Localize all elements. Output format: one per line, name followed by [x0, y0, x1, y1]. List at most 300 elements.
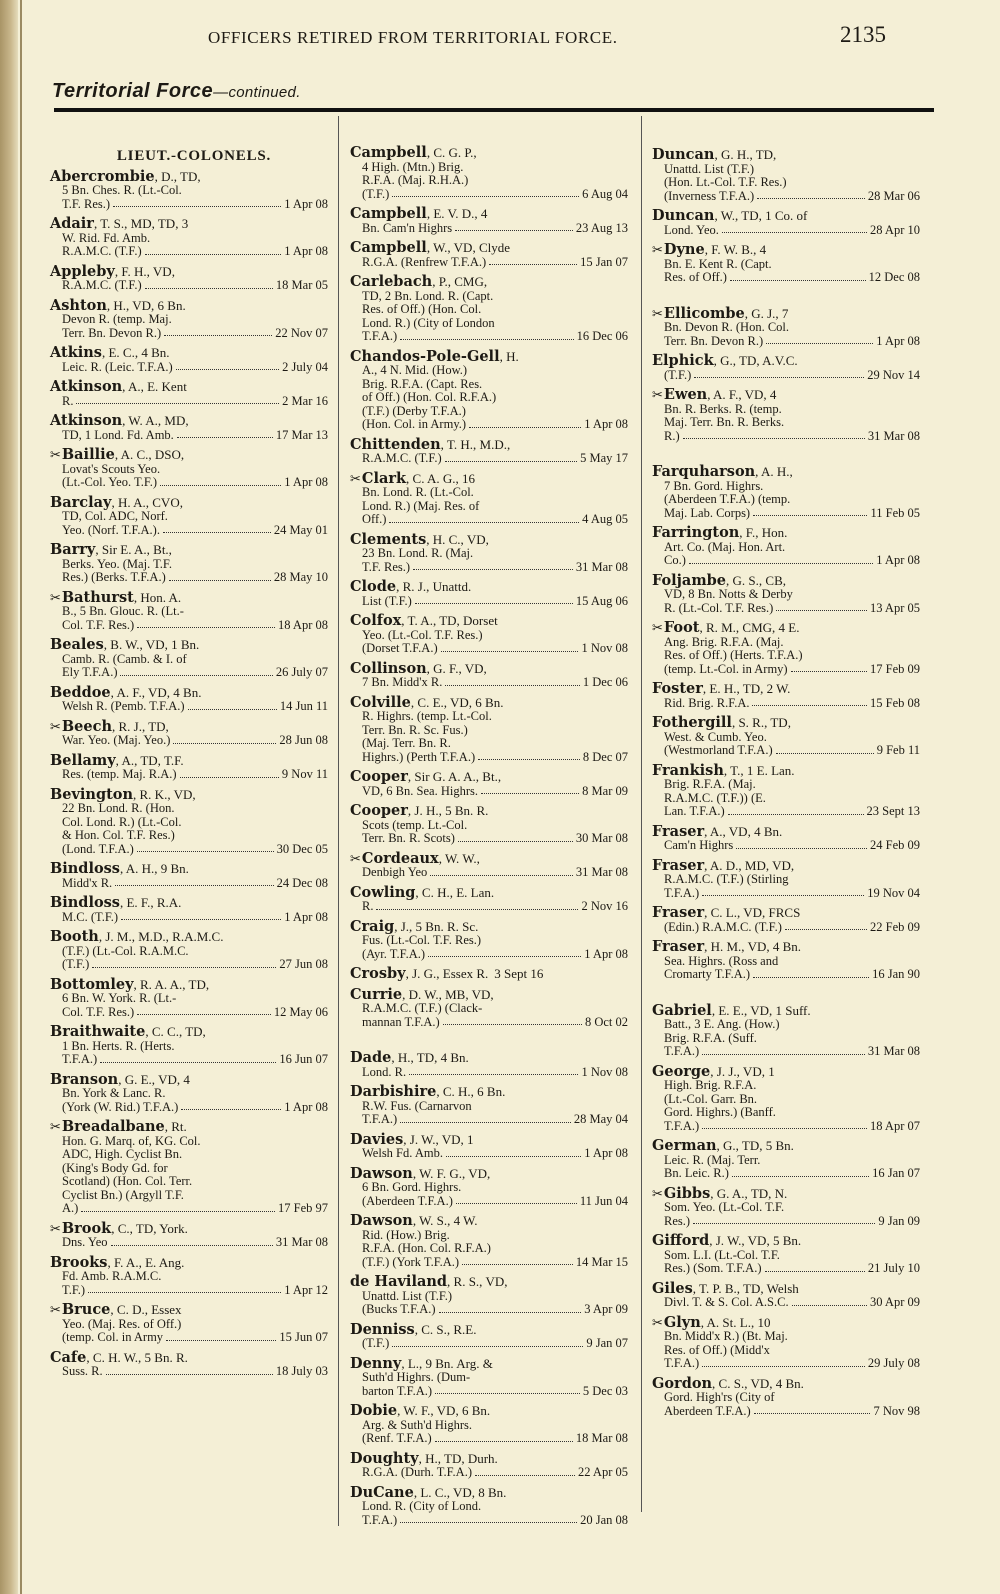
officer-entry — [652, 571, 920, 616]
officer-entry — [50, 751, 328, 782]
officer-surname: Giles — [652, 1279, 693, 1297]
entry-heading-line — [350, 659, 628, 677]
retirement-date: 1 Apr 12 — [284, 1282, 328, 1297]
entry-heading-line — [652, 1234, 920, 1249]
entry-date-line — [350, 222, 628, 236]
entry-last-detail: Welsh R. (Pemb. T.F.A.) — [62, 699, 185, 713]
leader-dots — [702, 1357, 865, 1367]
entry-last-detail: Suss. R. — [62, 1364, 103, 1378]
entry-detail-line: Art. Co. (Maj. Hon. Art. — [664, 539, 786, 554]
leader-dots — [478, 751, 580, 761]
leader-dots — [173, 734, 276, 744]
entry-date-line — [50, 843, 328, 857]
entry-heading-line — [50, 1025, 328, 1040]
entry-last-detail: (Westmorland T.F.A.) — [664, 743, 773, 757]
scissors-icon: ✂ — [50, 448, 61, 463]
entry-heading-line — [652, 761, 920, 779]
retirement-date: 30 Apr 09 — [870, 1295, 920, 1309]
entry-last-detail: Lan. T.F.A.) — [664, 804, 725, 818]
officer-entry — [350, 659, 628, 690]
entry-last-detail: T.F.A.) — [362, 329, 398, 343]
officer-initials-decorations: , C. E., VD, 6 Bn. — [410, 694, 504, 710]
leader-dots — [120, 666, 272, 676]
officer-surname: Bottomley — [50, 975, 134, 993]
entry-last-detail: Bn. Leic. R.) — [664, 1166, 729, 1180]
heading-rule — [54, 108, 934, 112]
entry-last-detail: Res. (temp. Maj. R.A.) — [62, 767, 177, 781]
leader-dots — [702, 1045, 865, 1055]
entry-heading-line — [652, 940, 920, 955]
officer-initials-decorations: , C. H. W., 5 Bn. R. — [86, 1349, 188, 1365]
entry-date-line — [50, 1236, 328, 1250]
leader-dots — [389, 513, 579, 523]
leader-dots — [752, 697, 867, 707]
entry-date-line — [350, 256, 628, 270]
entry-heading-line — [652, 682, 920, 697]
officer-initials-decorations: , C. H., 6 Bn. — [436, 1084, 506, 1099]
leader-dots — [81, 1202, 275, 1212]
officer-entry — [350, 1051, 628, 1079]
entry-last-detail: Rid. Brig. R.F.A. — [664, 695, 750, 710]
retirement-date: 9 Nov 11 — [281, 767, 328, 781]
entry-date-line — [50, 1284, 328, 1298]
entry-date-line — [350, 642, 628, 656]
entry-date-line — [350, 751, 628, 765]
officer-surname: Campbell — [350, 205, 427, 222]
entry-last-detail: Off.) — [362, 512, 387, 526]
entry-heading-line — [50, 1219, 328, 1237]
entry-date-line — [350, 900, 628, 914]
entry-heading-line — [652, 856, 920, 874]
leader-dots — [413, 561, 573, 571]
entry-last-detail: T.F.A.) — [62, 1052, 98, 1066]
entry-heading-line — [350, 1214, 628, 1229]
officer-surname: Denny — [350, 1354, 402, 1372]
leader-dots — [753, 507, 867, 517]
entry-last-detail: R.A.M.C. (T.F.) — [62, 278, 142, 292]
entry-date-line — [50, 571, 328, 585]
officer-entry — [50, 1348, 328, 1379]
leader-dots — [728, 805, 864, 815]
leader-dots — [776, 602, 867, 612]
entry-last-detail: barton T.F.A.) — [362, 1383, 433, 1398]
entry-detail-line: Bn. Midd'x R.) (Bt. Maj. — [664, 1329, 788, 1343]
officer-entry — [50, 930, 328, 972]
officer-entry — [350, 580, 628, 608]
officer-entry — [350, 1354, 628, 1399]
officer-initials-decorations: , F., Hon. — [739, 525, 788, 540]
column-heading-lieut-colonels: LIEUT.-COLONELS. — [116, 148, 272, 164]
retirement-date: 31 Mar 08 — [575, 559, 628, 574]
entry-heading-line — [652, 1001, 920, 1019]
officer-surname: Foster — [652, 680, 703, 697]
leader-dots — [400, 330, 573, 340]
entry-heading-line — [350, 1130, 628, 1148]
entry-last-detail: Midd'x R. — [62, 875, 113, 890]
officer-surname: Booth — [50, 928, 99, 945]
scissors-icon: ✂ — [50, 1221, 61, 1237]
retirement-date: 8 Dec 07 — [582, 749, 628, 764]
leader-dots — [445, 452, 577, 462]
leader-dots — [455, 222, 573, 232]
retirement-date: 14 Mar 15 — [575, 1254, 628, 1269]
scissors-icon: ✂ — [652, 1186, 663, 1202]
entry-heading-line — [652, 465, 920, 480]
entry-heading-line — [652, 716, 920, 731]
entry-date-line — [350, 676, 628, 690]
officer-surname: Braithwaite — [50, 1023, 146, 1040]
retirement-date: 12 May 06 — [273, 1004, 328, 1019]
leader-dots — [757, 190, 865, 200]
officer-initials-decorations: , C. L., VD, FRCS — [704, 905, 801, 920]
leader-dots — [443, 1016, 582, 1026]
leader-dots — [92, 958, 276, 968]
entry-last-detail: (T.F.) (York T.F.A.) — [362, 1254, 460, 1269]
officer-surname: Branson — [50, 1070, 119, 1088]
entry-last-detail: T.F. Res.) — [62, 196, 111, 211]
retirement-date: 31 Mar 08 — [575, 865, 628, 879]
officer-surname: Baillie — [61, 446, 115, 463]
retirement-date: 1 Nov 08 — [581, 641, 628, 655]
retirement-date: 1 Dec 06 — [582, 675, 628, 689]
leader-dots — [428, 948, 581, 958]
leader-dots — [376, 900, 578, 910]
officer-initials-decorations: , L., 9 Bn. Arg. & — [401, 1355, 493, 1371]
entry-last-detail: (T.F.) — [362, 186, 390, 201]
retirement-date: 22 Nov 07 — [275, 325, 328, 340]
officer-surname: Campbell — [350, 144, 427, 161]
entry-heading-line — [652, 1313, 920, 1331]
entry-heading-line — [652, 1062, 920, 1080]
entry-date-line — [50, 476, 328, 490]
leader-dots — [456, 1195, 577, 1205]
officer-initials-decorations: , W., VD, Clyde — [426, 240, 510, 255]
entry-detail-line: West. & Cumb. Yeo. — [664, 729, 767, 744]
column-right — [652, 148, 920, 1424]
officer-surname: Duncan — [652, 146, 715, 163]
retirement-date: 15 Jan 07 — [580, 254, 628, 269]
officer-entry — [652, 388, 920, 443]
officer-initials-decorations: , H. — [499, 348, 519, 364]
entry-last-detail: List (T.F.) — [362, 593, 412, 608]
entry-date-line — [652, 430, 920, 444]
officer-entry — [50, 217, 328, 259]
entry-heading-line — [652, 822, 920, 840]
entry-heading-line — [50, 751, 328, 769]
officer-initials-decorations: , A., E. Kent — [122, 379, 187, 394]
entry-detail-line: of Off.) (Hon. Col. R.F.A.) — [362, 390, 497, 404]
retirement-date: 18 Mar 05 — [275, 278, 328, 292]
scissors-icon: ✂ — [652, 388, 663, 403]
entry-heading-line — [50, 683, 328, 701]
entry-date-line — [350, 785, 628, 799]
entry-date-line — [652, 1296, 920, 1310]
retirement-date: 1 Apr 08 — [876, 333, 920, 348]
entry-detail-line: R.A.M.C. (T.F.) (Stirling — [664, 872, 789, 886]
entry-last-detail: T.F.A.) — [664, 1356, 700, 1370]
entry-detail-line: B., 5 Bn. Glouc. R. (Lt.- — [62, 604, 184, 618]
entry-detail-line: Batt., 3 E. Ang. (How.) — [664, 1017, 780, 1031]
scissors-icon: ✂ — [652, 621, 663, 636]
leader-dots — [693, 1215, 875, 1225]
entry-last-detail: Aberdeen T.F.A.) — [664, 1403, 751, 1418]
section-title-suffix: —continued. — [213, 84, 301, 101]
entry-date-line — [50, 1331, 328, 1345]
entry-heading-line — [652, 1374, 920, 1392]
entry-date-line — [652, 335, 920, 349]
officer-surname: Darbishire — [350, 1083, 437, 1100]
entry-date-line — [350, 513, 628, 527]
entry-last-detail: (T.F.) — [62, 957, 90, 971]
retirement-date: 2 July 04 — [282, 359, 328, 374]
officer-surname: Atkins — [50, 344, 102, 361]
entry-heading-line — [652, 906, 920, 921]
leader-dots — [145, 245, 282, 255]
entry-last-detail: mannan T.F.A.) — [362, 1014, 440, 1029]
entry-date-line — [350, 1016, 628, 1030]
entry-last-detail: (T.F.) — [362, 1336, 390, 1350]
scissors-icon: ✂ — [652, 306, 663, 322]
leader-dots — [435, 1385, 580, 1395]
entry-heading-line — [350, 693, 628, 711]
officer-entry — [652, 1184, 920, 1229]
entry-detail-line: Bn. York & Lanc. R. — [62, 1086, 166, 1100]
entry-last-detail: R. (Lt.-Col. T.F. Res.) — [664, 600, 774, 615]
officer-surname: Beech — [61, 717, 112, 735]
entry-heading-line — [50, 262, 328, 280]
leader-dots — [754, 1405, 871, 1415]
entry-last-detail: M.C. (T.F.) — [62, 909, 119, 924]
officer-entry — [50, 346, 328, 374]
entry-date-line — [50, 877, 328, 891]
entry-date-line — [350, 1303, 628, 1317]
entry-heading-line — [350, 530, 628, 548]
entry-detail-line: 4 High. (Mtn.) Brig. — [362, 159, 464, 174]
officer-surname: Gabriel — [652, 1001, 712, 1019]
retirement-date: 2 Nov 16 — [581, 899, 628, 913]
entry-last-detail: Lond. R. — [362, 1064, 407, 1079]
officer-initials-decorations: , A. H., 9 Bn. — [119, 861, 189, 876]
officer-initials-decorations: , B. W., VD, 1 Bn. — [103, 637, 200, 652]
officer-surname: Atkinson — [50, 378, 123, 395]
entry-detail-line: 1 Bn. Herts. R. (Herts. — [62, 1038, 175, 1053]
entry-last-detail: (Dorset T.F.A.) — [362, 641, 438, 655]
entry-heading-line — [652, 388, 920, 403]
officer-initials-decorations: , A. D., MD, VD, — [704, 857, 795, 873]
leader-dots — [445, 676, 579, 686]
leader-dots — [785, 921, 867, 931]
entry-detail-line: TD, Col. ADC, Norf. — [62, 509, 168, 523]
officer-entry — [652, 940, 920, 982]
entry-last-detail: Res.) — [664, 1213, 691, 1228]
entry-detail-line: Unattd. List (T.F.) — [362, 1288, 453, 1303]
officer-surname: Colfox — [350, 612, 402, 629]
retirement-date: 23 Aug 13 — [575, 220, 628, 235]
entry-heading-line — [50, 543, 328, 558]
officer-entry — [350, 770, 628, 798]
entry-date-line — [652, 744, 920, 758]
officer-entry — [50, 896, 328, 924]
entry-detail-line: R.F.A. (Maj. R.H.A.) — [362, 173, 469, 187]
officer-initials-decorations: , A. H., — [755, 464, 793, 479]
entry-last-detail: R.A.M.C. (T.F.) — [362, 451, 442, 465]
officer-surname: Atkinson — [50, 412, 123, 429]
leader-dots — [392, 188, 579, 198]
officer-surname: Cooper — [350, 768, 408, 785]
officer-initials-decorations: , C. H., E. Lan. — [415, 884, 495, 900]
officer-initials-decorations: , C. A. G., 16 — [406, 470, 476, 486]
entry-heading-line — [350, 985, 628, 1003]
entry-date-line — [350, 866, 628, 880]
officer-surname: Beales — [50, 636, 104, 653]
entry-detail-line: Lond. R.) (City of London — [362, 315, 495, 330]
officer-initials-decorations: , F. H., VD, — [114, 263, 175, 279]
leader-dots — [163, 524, 271, 534]
entry-last-detail: Res.) (Berks. T.F.A.) — [62, 570, 166, 584]
entry-heading-line — [50, 930, 328, 945]
entry-last-detail: (Lt.-Col. Yeo. T.F.) — [62, 475, 158, 489]
officer-initials-decorations: , A. F., VD, 4 — [707, 387, 777, 402]
retirement-date: 31 Mar 08 — [275, 1235, 328, 1249]
officer-initials-decorations: , G., TD, A.V.C. — [713, 353, 798, 368]
entry-date-line — [652, 887, 920, 901]
entry-date-line — [350, 418, 628, 432]
officer-entry — [350, 1449, 628, 1480]
officer-surname: Beddoe — [50, 683, 111, 701]
retirement-date: 24 Feb 09 — [870, 838, 920, 852]
leader-dots — [76, 395, 279, 405]
entry-detail-line: 22 Bn. Lond. R. (Hon. — [62, 801, 175, 815]
entry-date-line — [50, 429, 328, 443]
entry-date-line — [350, 832, 628, 846]
page-number: 2135 — [840, 22, 886, 47]
entry-heading-line — [350, 469, 628, 487]
officer-entry — [50, 167, 328, 212]
entry-detail-line: Suth'd Highrs. (Dum- — [362, 1370, 471, 1384]
retirement-date: 1 Apr 08 — [284, 909, 328, 924]
entry-detail-line: 6 Bn. Gord. Highrs. — [362, 1180, 462, 1194]
officer-entry — [50, 414, 328, 442]
entry-last-detail: TD, 1 Lond. Fd. Amb. — [62, 427, 174, 442]
retirement-date: 1 Apr 08 — [284, 475, 328, 489]
entry-date-line — [350, 1195, 628, 1209]
officer-surname: Appleby — [50, 262, 115, 280]
officer-initials-decorations: , G. F., VD, — [426, 660, 487, 676]
entry-heading-line — [50, 167, 328, 185]
entry-date-line — [652, 839, 920, 853]
entry-detail-line: 23 Bn. Lond. R. (Maj. — [362, 546, 474, 560]
entry-last-detail: T.F. Res.) — [362, 559, 411, 574]
officer-entry — [652, 1374, 920, 1419]
entry-last-detail: Col. T.F. Res.) — [62, 617, 135, 632]
officer-entry — [350, 614, 628, 656]
entry-detail-line: Ang. Brig. R.F.A. (Maj. — [664, 634, 784, 649]
officer-surname: Colville — [350, 693, 411, 711]
entry-heading-line — [50, 1120, 328, 1135]
retirement-date: 16 Dec 06 — [576, 329, 628, 343]
officer-initials-decorations: , T., 1 E. Lan. — [723, 762, 795, 778]
officer-initials-decorations: , J. W., VD, 5 Bn. — [709, 1233, 802, 1248]
entry-detail-line: Brig. R.F.A. (Capt. Res. — [362, 376, 483, 391]
entry-date-line — [50, 911, 328, 925]
entry-date-line — [350, 330, 628, 344]
retirement-date: 8 Mar 09 — [582, 783, 628, 798]
retirement-date: 28 Mar 06 — [867, 188, 920, 203]
entry-last-detail: (York (W. Rid.) T.F.A.) — [62, 1099, 179, 1114]
officer-surname: Cooper — [350, 802, 408, 819]
officer-entry — [652, 1234, 920, 1276]
entry-last-detail: A.) — [62, 1201, 79, 1215]
entry-detail-line: & Hon. Col. T.F. Res.) — [62, 828, 175, 842]
entry-heading-line — [350, 1354, 628, 1372]
column-left — [50, 142, 328, 1385]
officer-surname: Bindloss — [50, 894, 120, 911]
entry-date-line — [652, 190, 920, 204]
retirement-date: 9 Jan 09 — [878, 1213, 920, 1228]
entry-date-line — [350, 1256, 628, 1270]
leader-dots — [736, 839, 867, 849]
officer-initials-decorations: , C. S., R.E. — [414, 1321, 477, 1337]
entry-heading-line — [350, 241, 628, 256]
officer-surname: Bindloss — [50, 860, 120, 877]
entry-date-line — [50, 524, 328, 538]
entry-date-line — [652, 805, 920, 819]
entry-heading-line — [350, 1320, 628, 1338]
leader-dots — [446, 1147, 581, 1157]
binding-shadow — [20, 0, 22, 1594]
officer-initials-decorations: , H., VD, 6 Bn. — [106, 297, 186, 313]
officer-entry — [652, 354, 920, 382]
leader-dots — [106, 1365, 273, 1375]
officer-entry — [50, 262, 328, 293]
entry-detail-line: Scotland) (Hon. Col. Terr. — [62, 1174, 193, 1188]
retirement-date: 19 Nov 04 — [867, 885, 920, 900]
entry-detail-line: (Lt.-Col. Garr. Bn. — [664, 1091, 758, 1106]
entry-last-detail: (Ayr. T.F.A.) — [362, 946, 426, 961]
spacer — [350, 1035, 628, 1051]
leader-dots — [776, 744, 874, 754]
officer-initials-decorations: , R. K., VD, — [133, 786, 196, 802]
entry-last-detail: R.) — [664, 428, 680, 443]
officer-surname: Ashton — [50, 296, 107, 314]
entry-date-line — [652, 1120, 920, 1134]
entry-last-detail: T.F.A.) — [664, 1044, 700, 1058]
officer-initials-decorations: , J., 5 Bn. R. Sc. — [394, 918, 479, 934]
officer-surname: Ewen — [663, 386, 708, 403]
entry-heading-line — [350, 146, 628, 161]
entry-date-line — [652, 968, 920, 982]
officer-entry — [350, 693, 628, 765]
entry-date-line — [50, 768, 328, 782]
retirement-date: 5 Dec 03 — [582, 1383, 628, 1398]
entry-date-line — [652, 1167, 920, 1181]
officer-surname: Campbell — [350, 239, 427, 256]
entry-date-line — [50, 395, 328, 409]
officer-initials-decorations: , C. D., Essex — [110, 1302, 182, 1317]
officer-surname: Gifford — [652, 1232, 710, 1249]
entry-last-detail: Maj. Lab. Corps) — [664, 505, 751, 520]
officer-entry — [350, 207, 628, 235]
officer-entry — [50, 862, 328, 890]
entry-last-detail: Cam'n Highrs — [664, 838, 734, 852]
entry-heading-line — [350, 804, 628, 819]
entry-date-line — [50, 1202, 328, 1216]
entry-detail-line: Gord. Highrs.) (Banff. — [664, 1105, 776, 1119]
leader-dots — [400, 1113, 571, 1123]
entry-date-line — [652, 921, 920, 935]
entry-detail-line: Fd. Amb. R.A.M.C. — [62, 1269, 162, 1283]
leader-dots — [166, 1331, 276, 1341]
